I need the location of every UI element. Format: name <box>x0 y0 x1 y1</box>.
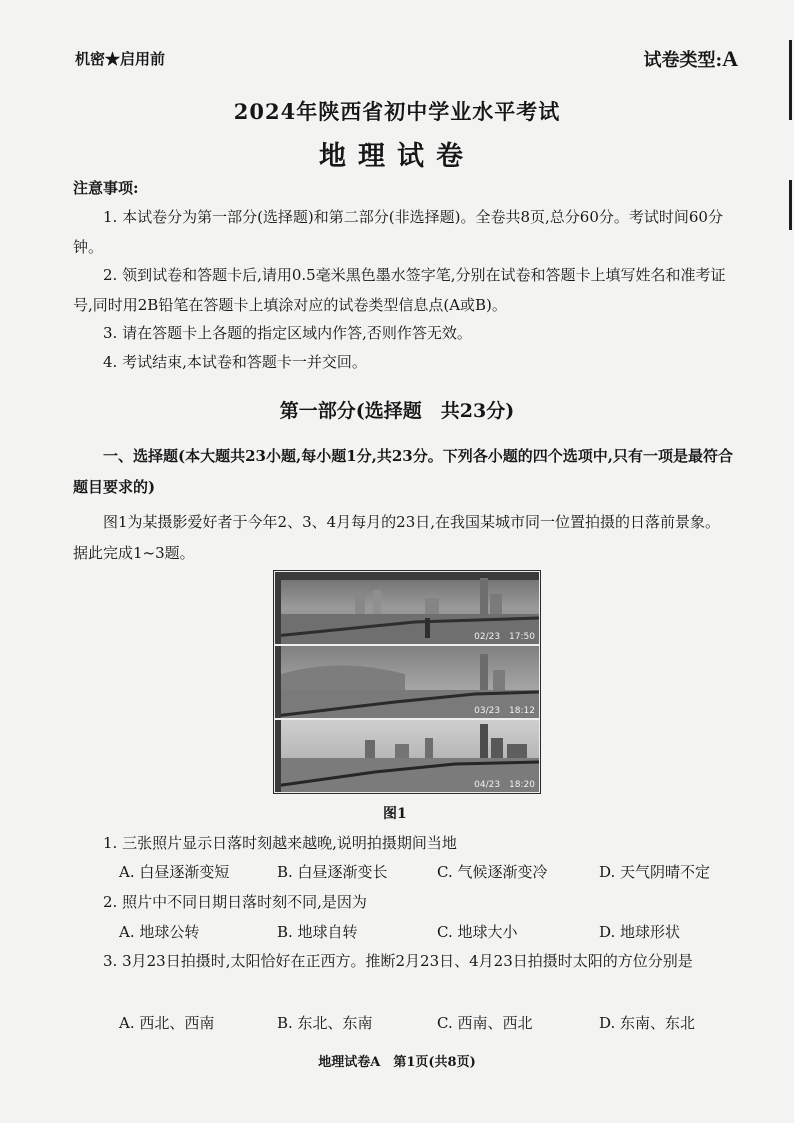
photo-apr-timestamp: 04/23 18:20 <box>474 780 535 790</box>
question-intro: 图1为某摄影爱好者于今年2、3、4月每月的23日,在我国某城市同一位置拍摄的日落前景象。据此完成1~3题。 <box>73 513 721 562</box>
figure-caption: 图1 <box>383 806 407 822</box>
photo-feb <box>275 572 539 644</box>
question-3-stem: 3. 3月23日拍摄时,太阳恰好在正西方。推断2月23日、4月23日拍摄时太阳的方位分别是 <box>103 952 693 970</box>
note-item-1: 1. 本试卷分为第一部分(选择题)和第二部分(非选择题)。全卷共8页,总分60分。考试时间60分钟。 <box>73 208 723 256</box>
question-3-option-a: A. 西北、西南 <box>119 1014 215 1032</box>
scan-edge-mark-middle <box>789 180 792 230</box>
confidential-mark: 机密★启用前 <box>75 50 166 68</box>
photo-apr <box>275 720 539 792</box>
note-item-4: 4. 考试结束,本试卷和答题卡一并交回。 <box>103 353 367 371</box>
question-1-option-c: C. 气候逐渐变冷 <box>437 863 548 881</box>
figure-1 <box>273 570 541 794</box>
question-2-stem: 2. 照片中不同日期日落时刻不同,是因为 <box>103 893 367 911</box>
question-2-option-d: D. 地球形状 <box>599 923 681 941</box>
note-item-2: 2. 领到试卷和答题卡后,请用0.5毫米黑色墨水签字笔,分别在试卷和答题卡上填写姓名和准考证号,同时用2B铅笔在答题卡上填涂对应的试卷类型信息点(A或B)。 <box>73 266 726 314</box>
question-1-stem: 1. 三张照片显示日落时刻越来越晚,说明拍摄期间当地 <box>103 834 457 852</box>
question-2-option-c: C. 地球大小 <box>437 923 518 941</box>
question-2-option-a: A. 地球公转 <box>119 923 200 941</box>
photo-mar <box>275 646 539 718</box>
paper-type-label: 试卷类型: <box>643 50 723 71</box>
question-1-option-b: B. 白昼逐渐变长 <box>277 863 388 881</box>
page-footer: 地理试卷A 第1页(共8页) <box>318 1055 476 1070</box>
note-item-3: 3. 请在答题卡上各题的指定区域内作答,否则作答无效。 <box>103 324 472 342</box>
notes-heading: 注意事项: <box>73 179 139 197</box>
question-1-option-d: D. 天气阴晴不定 <box>599 863 711 881</box>
question-3-option-b: B. 东北、东南 <box>277 1014 373 1032</box>
photo-mar-timestamp: 03/23 18:12 <box>474 706 535 716</box>
subject-title: 地理试卷 <box>319 141 475 172</box>
paper-type-value: A <box>722 46 738 71</box>
scan-edge-mark-top <box>789 40 792 120</box>
question-1-option-a: A. 白昼逐渐变短 <box>119 863 230 881</box>
section-heading: 一、选择题(本大题共23小题,每小题1分,共23分。下列各小题的四个选项中,只有一项是最符合题目要求的) <box>73 447 733 496</box>
question-3-option-c: C. 西南、西北 <box>437 1014 533 1032</box>
photo-feb-timestamp: 02/23 17:50 <box>474 632 535 642</box>
question-3-option-d: D. 东南、东北 <box>599 1014 696 1032</box>
exam-title: 2024年陕西省初中学业水平考试 <box>233 99 561 124</box>
part-one-title: 第一部分(选择题 共23分) <box>279 400 515 422</box>
question-2-option-b: B. 地球自转 <box>277 923 358 941</box>
paper-type <box>643 46 738 72</box>
